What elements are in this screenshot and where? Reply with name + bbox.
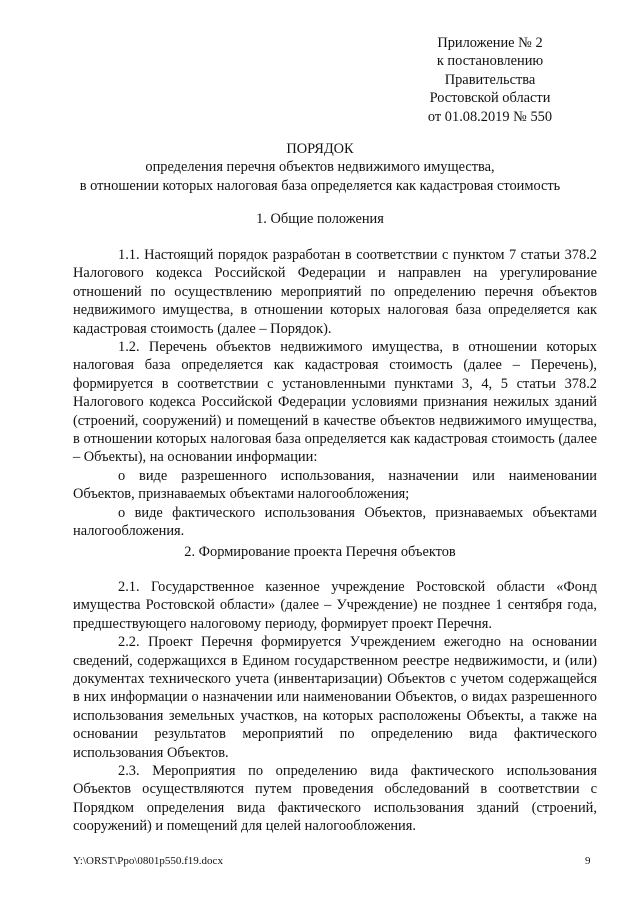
paragraph-1-2-item-2: о виде фактического использования Объектов, признаваемых объектами налогообложения. xyxy=(73,504,597,540)
title-subtitle-1: определения перечня объектов недвижимого имущества, xyxy=(145,159,495,176)
page-number: 9 xyxy=(585,855,591,867)
annex-line-5: от 01.08.2019 № 550 xyxy=(427,108,553,125)
annex-line-1: Приложение № 2 xyxy=(437,35,543,51)
document-title xyxy=(60,140,580,195)
paragraph-2-3: 2.3. Мероприятия по определению вида фактического использования Объектов осуществляются путем проведения обследований в соответствии с Порядком определения вида фактического использования зданий (строений, сооружений) и помещений для целей налогообложения. xyxy=(73,763,597,835)
section-2-body xyxy=(73,578,597,836)
section-1-heading: 1. Общие положения xyxy=(256,211,384,227)
annex-line-3: Правительства xyxy=(444,71,536,88)
paragraph-1-2: 1.2. Перечень объектов недвижимого имущества, в отношении которых налоговая база определяется как кадастровая стоимость (далее – Перечень), формируется в соответствии с установленными пунктами 3, 4, 5 статьи 378.2 Налогового кодекса Российской Федерации условиями признания нежилых зданий (строений, сооружений) и помещений в качестве объектов недвижимого имущества, в отношении которых налоговая база определяется как кадастровая стоимость (далее – Объекты), на основании информации: xyxy=(73,339,597,466)
title-heading: ПОРЯДОК xyxy=(286,141,354,157)
paragraph-2-1: 2.1. Государственное казенное учреждение Ростовской области «Фонд имущества Ростовской области» (далее – Учреждение) не позднее 1 сентября года, предшествующего налоговому периоду, формирует проект Перечня. xyxy=(73,579,597,632)
paragraph-1-1: 1.1. Настоящий порядок разработан в соответствии с пунктом 7 статьи 378.2 Налогового кодекса Российской Федерации и направлен на урегулирование отношений по осуществлению мероприятий по определению перечня объектов недвижимого имущества, в отношении которых налоговая база определяется как кадастровая стоимость (далее – Порядок). xyxy=(73,247,597,337)
paragraph-1-2-item-1: о виде разрешенного использования, назначении или наименовании Объектов, признаваемых объектами налогообложения; xyxy=(73,467,597,503)
section-1-body xyxy=(73,246,597,541)
annex-line-2: к постановлению xyxy=(436,53,544,70)
annex-block xyxy=(405,34,575,126)
title-subtitle-2: в отношении которых налоговая база определяется как кадастровая стоимость xyxy=(79,177,561,194)
section-2-heading: 2. Формирование проекта Перечня объектов xyxy=(184,544,456,560)
annex-line-4: Ростовской области xyxy=(429,90,551,107)
paragraph-2-2: 2.2. Проект Перечня формируется Учреждением ежегодно на основании сведений, содержащихся в Едином государственном реестре недвижимости, и (или) документах технического учета (инвентаризации) Объектов с учетом содержащейся в них информации о назначении или наименовании Объектов, о видах разрешенного использования земельных участков, на которых расположены Объекты, а также на основании результатов мероприятий по определению вида фактического использования Объектов. xyxy=(73,634,597,761)
footer-file-path: Y:\ORST\Ppo\0801p550.f19.docx xyxy=(73,855,223,867)
